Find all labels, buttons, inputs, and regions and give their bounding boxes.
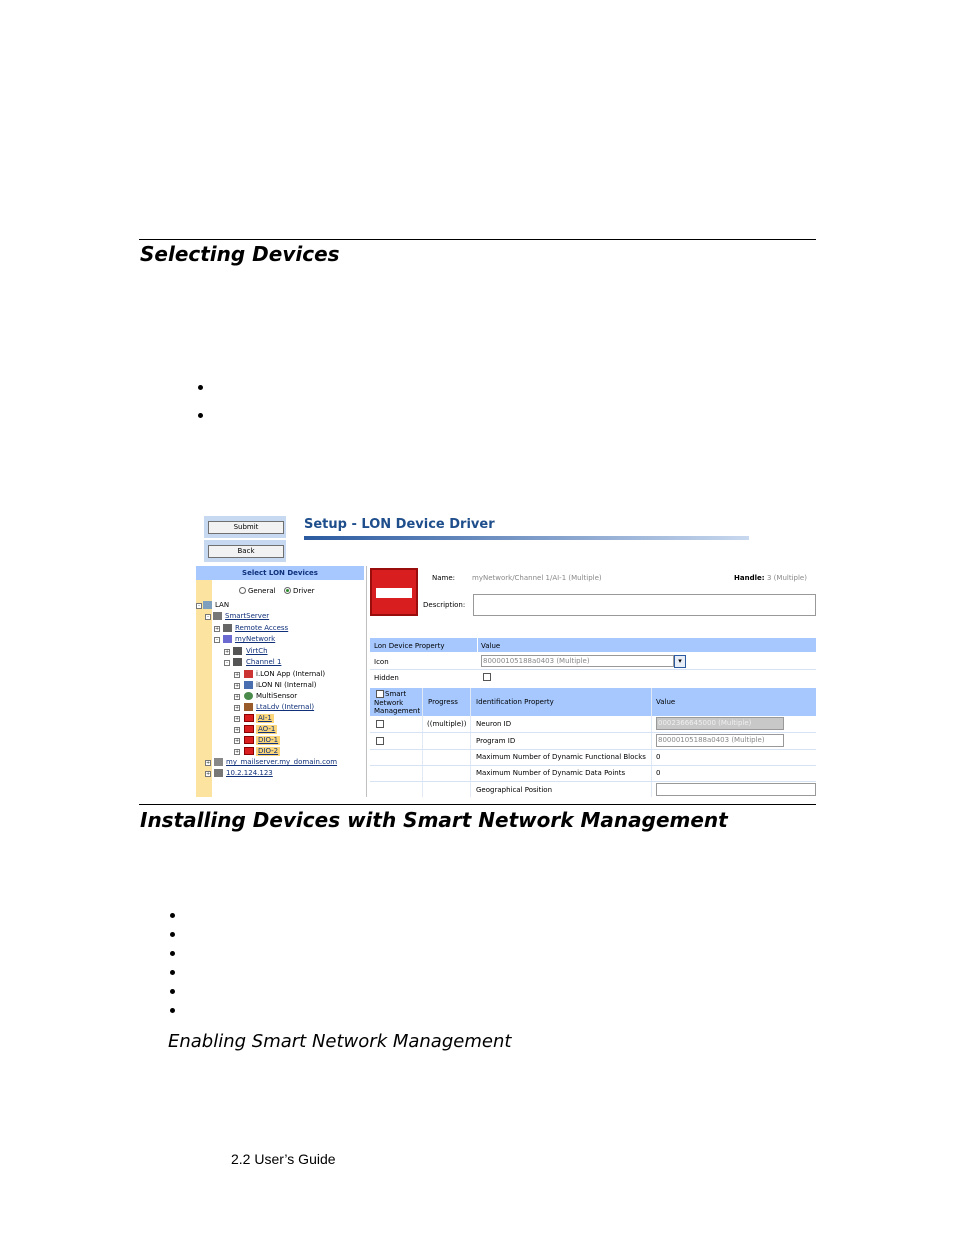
max-fb-label: Maximum Number of Dynamic Functional Blocks [476, 753, 646, 761]
expand-icon[interactable]: + [225, 649, 230, 655]
tree-ao1[interactable]: AO-1 [258, 725, 276, 733]
progress-value: ((multiple)) [427, 720, 467, 728]
lan-icon [203, 601, 212, 609]
channel-icon [233, 647, 242, 655]
device-big-icon [370, 568, 418, 616]
expand-icon[interactable]: + [235, 749, 240, 755]
sensor-icon [244, 692, 253, 700]
collapse-icon[interactable]: - [214, 637, 220, 643]
submit-button[interactable]: Submit [208, 521, 284, 534]
handle-label: Handle: [734, 574, 765, 582]
neuron-id-label: Neuron ID [476, 720, 512, 728]
bullet [198, 413, 203, 418]
geo-position-label: Geographical Position [476, 786, 553, 794]
phone-icon [223, 624, 232, 632]
neuron-snm-checkbox[interactable] [376, 720, 384, 728]
expand-icon[interactable]: + [235, 738, 240, 744]
bullet [170, 913, 175, 918]
description-field[interactable] [473, 594, 816, 616]
tree-smartserver[interactable]: SmartServer [225, 612, 270, 620]
program-snm-checkbox[interactable] [376, 737, 384, 745]
bullet [198, 385, 203, 390]
bullet [170, 932, 175, 937]
panel-divider [366, 566, 367, 797]
expand-icon[interactable]: + [235, 705, 240, 711]
page-title: Setup - LON Device Driver [304, 517, 495, 532]
collapse-icon[interactable]: - [224, 660, 230, 666]
tree-remote-access[interactable]: Remote Access [235, 624, 289, 632]
tree-dio1[interactable]: DIO-1 [258, 736, 279, 744]
app-icon [244, 670, 253, 678]
bullet [170, 989, 175, 994]
tree-lan[interactable]: LAN [215, 601, 230, 609]
neuron-id-value: 0002366645000 (Multiple) [658, 719, 752, 727]
device-icon [244, 703, 253, 711]
device-red-icon [244, 747, 254, 755]
tree-ilon-app[interactable]: i.LON App (Internal) [256, 670, 326, 678]
radio-driver[interactable] [284, 587, 291, 594]
radio-general-label: General [248, 587, 276, 595]
bullet [170, 1008, 175, 1013]
col-identification-property: Identification Property [476, 698, 554, 706]
program-id-label: Program ID [476, 737, 516, 745]
tree-channel1[interactable]: Channel 1 [246, 658, 282, 666]
max-dp-label: Maximum Number of Dynamic Data Points [476, 769, 626, 777]
radio-general[interactable] [239, 587, 246, 594]
collapse-icon[interactable]: - [196, 603, 202, 609]
expand-icon[interactable]: + [235, 727, 240, 733]
geo-position-field[interactable] [656, 783, 816, 796]
expand-icon[interactable]: + [206, 771, 211, 777]
expand-icon[interactable]: + [235, 683, 240, 689]
icon-select-value: 80000105188a0403 (Multiple) [483, 657, 590, 665]
server-icon [214, 769, 223, 777]
program-id-value: 80000105188a0403 (Multiple) [658, 736, 765, 744]
bullet [170, 951, 175, 956]
tree-ai1[interactable]: AI-1 [258, 714, 272, 722]
hidden-checkbox[interactable] [483, 673, 491, 681]
col-lon-device-property: Lon Device Property [374, 642, 445, 650]
section-rule-bottom [139, 804, 816, 805]
expand-icon[interactable]: + [235, 716, 240, 722]
tree-multisensor[interactable]: MultiSensor [256, 692, 298, 700]
title-underline [304, 536, 749, 540]
left-panel-header: Select LON Devices [196, 566, 364, 580]
expand-icon[interactable]: + [215, 626, 220, 632]
subsection-title-enabling: Enabling Smart Network Management [168, 1031, 512, 1052]
mailserver-icon [214, 758, 223, 766]
section-rule-top [139, 239, 816, 240]
name-label: Name: [432, 574, 456, 582]
server-icon [213, 612, 222, 620]
expand-icon[interactable]: + [206, 760, 211, 766]
tree-ltaldv[interactable]: LtaLdv (Internal) [256, 703, 315, 711]
tree-virtch[interactable]: VirtCh [246, 647, 268, 655]
handle-value: 3 (Multiple) [767, 574, 807, 582]
col-smart-network-management: Smart Network Management [374, 690, 421, 715]
radio-driver-label: Driver [293, 587, 315, 595]
icon-label: Icon [374, 658, 389, 666]
collapse-icon[interactable]: - [205, 614, 211, 620]
expand-icon[interactable]: + [235, 694, 240, 700]
setup-screenshot [196, 512, 816, 797]
max-dp-value: 0 [656, 769, 661, 777]
device-icon [244, 681, 253, 689]
page-footer: 2.2 User’s Guide [231, 1151, 336, 1167]
device-red-icon [244, 725, 254, 733]
col-value: Value [481, 642, 501, 650]
section-title-installing: Installing Devices with Smart Network Management [140, 808, 728, 832]
tree-dio2[interactable]: DIO-2 [258, 747, 279, 755]
expand-icon[interactable]: + [235, 672, 240, 678]
col-id-value: Value [656, 698, 676, 706]
section-title-selecting: Selecting Devices [140, 242, 340, 266]
bullet [170, 970, 175, 975]
tree-ip[interactable]: 10.2.124.123 [226, 769, 273, 777]
max-fb-value: 0 [656, 753, 661, 761]
col-progress: Progress [428, 698, 458, 706]
tree-ilon-ni[interactable]: iLON NI (Internal) [256, 681, 317, 689]
tree-mynetwork[interactable]: myNetwork [235, 635, 276, 643]
hidden-label: Hidden [374, 674, 399, 682]
chevron-down-icon[interactable]: ▾ [674, 655, 686, 668]
network-icon [223, 635, 232, 643]
back-button[interactable]: Back [208, 545, 284, 558]
description-label: Description: [423, 601, 466, 609]
name-value: myNetwork/Channel 1/AI-1 (Multiple) [472, 574, 602, 582]
device-red-icon [244, 714, 254, 722]
tree-mailserver[interactable]: my_mailserver.my_domain.com [226, 758, 338, 766]
device-red-icon [244, 736, 254, 744]
channel-icon [233, 658, 242, 666]
